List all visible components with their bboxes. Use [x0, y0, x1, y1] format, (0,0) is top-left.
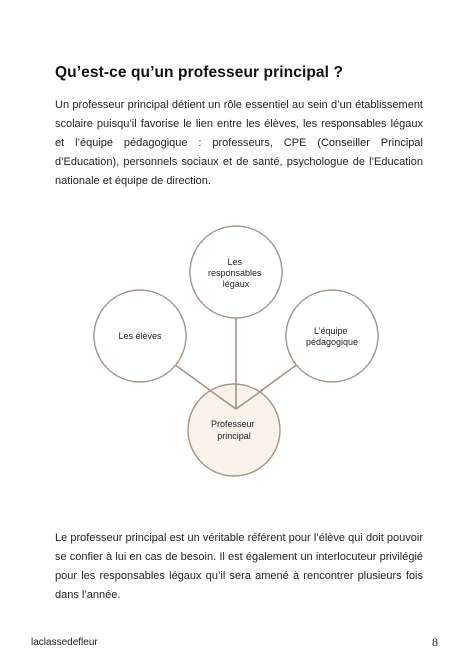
page-title: Qu’est-ce qu’un professeur principal ?: [55, 64, 344, 81]
svg-text:Les responsables: Les responsables légaux: [207, 257, 262, 289]
svg-text:L’équipe pédagogique: L’équipe pédagogique: [305, 326, 359, 347]
svg-text:Les élèves: Les élèves: [118, 331, 162, 341]
node-eleves: [94, 290, 186, 382]
conclusion-paragraph: Le professeur principal est un véritable référent pour l’élève qui doit pouvoir se confier à lui en cas de besoin. Il est également un interlocuteur privilégié pour les responsables légaux qu’il sera amené à rencontrer plusieurs fois dans l’année.: [55, 532, 423, 601]
node-responsables-legaux: [190, 226, 282, 318]
svg-text:Professeur principal: Professeur principal: [210, 419, 255, 441]
node-equipe-pedagogique: [286, 290, 378, 382]
footer-brand: laclassedefleur: [31, 637, 98, 648]
intro-paragraph: Un professeur principal détient un rôle essentiel au sein d’un établissement scolaire puisqu’il favorise le lien entre les élèves, les responsables légaux et l’équipe pédagogique : professeurs, CPE (Conseiller Principal d’Education), personnels sociaux et de santé, psychologue de l’Education nationale et équipe de direction.: [55, 99, 423, 187]
node-professeur-principal: [188, 384, 280, 476]
page-number: 8: [432, 635, 438, 649]
